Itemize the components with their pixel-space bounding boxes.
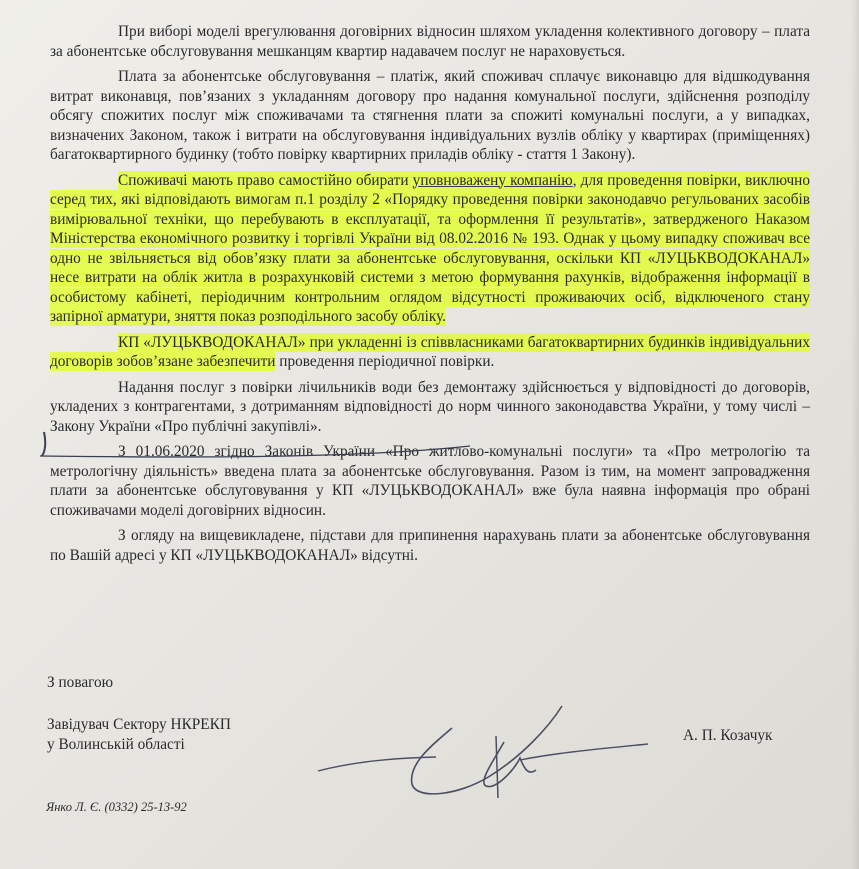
paragraph-conclusion: З огляду на вищевикладене, підстави для припинення нарахувань плати за абонентське обслуговування по Вашій адресі у КП «ЛУЦЬКВОДОКАНАЛ» відсутні. xyxy=(50,527,810,564)
highlighted-text: , для проведення повірки, виключно серед тих, які відповідають вимогам п.1 розділу 2 «Порядку проведення повірки законодавчо регульованих засобів вимірювальної техніки, що перебувають в експлуатації, та оформлення її результатів», затвердженого Наказом Міністерства економічного розвитку і торгівлі України від 08.02.2016 № 193. Однак у цьому випадку споживач все одно не звільняється від обов’язку плати за абонентське обслуговування, оскільки КП «ЛУЦЬКВОДОКАНАЛ» несе витрати на облік житла в розрахунковій системи з метою формування рахунків, відображення інформації в особистому кабінеті, періодичним контрольним оглядом відсутності проживаючих осіб, відключеного стану запірної арматури, зняття показ розподільного засобу обліку. xyxy=(50,171,810,325)
paragraph-fee-introduction: З 01.06.2020 згідно Законів України «Про житлово-комунальні послуги» та «Про метрологію та метрологічну діяльність» введена плата за абонентське обслуговування. Разом із тим, на момент запровадження плати за абонентське обслуговування у КП «ЛУЦЬКВОДОКАНАЛ» вже була наявна інформація про обрані споживачами моделі договірних відносин. xyxy=(50,443,810,519)
signature-pen-stroke xyxy=(318,757,436,771)
paragraph-verification-services: Надання послуг з повірки лічильників води без демонтажу здійснюється у відповідності до договорів, укладених з контрагентами, з дотриманням відповідності до норм чинного законодавства України, у тому числі – Закону України «Про публічні закупівлі». xyxy=(50,378,810,435)
underlined-highlighted-text: уповноважену компанію xyxy=(412,171,573,189)
paragraph-consumer-rights xyxy=(50,171,810,327)
letter-body xyxy=(50,22,810,571)
highlighted-text: КП «ЛУЦЬКВОДОКАНАЛ» при укладенні із співвласниками багатоквартирних будинків індивідуальних договорів зобов’язане забезпечити xyxy=(50,333,810,370)
closing-phrase: З повагою xyxy=(47,674,114,691)
signature-pen-stroke xyxy=(520,744,648,760)
paragraph-obligation xyxy=(50,333,810,372)
plain-text: проведення періодичної повірки. xyxy=(275,353,495,370)
paragraph-collective-contract: При виборі моделі врегулювання договірних відносин шляхом укладення колективного договору – плата за абонентське обслуговування мешканцям квартир надавачем послуг не нараховується. xyxy=(50,23,810,60)
signatory-position-line2: у Волинській області xyxy=(47,736,185,753)
signature-pen-stroke xyxy=(412,706,562,794)
highlighted-text: Споживачі мають право самостійно обирати xyxy=(118,171,413,189)
signature-pen-stroke xyxy=(484,742,536,787)
signatory-position-line1: Завідувач Сектору НКРЕКП xyxy=(47,716,231,733)
page-edge-shadow xyxy=(851,0,859,869)
signatory-position xyxy=(47,715,231,755)
signature-pen-stroke xyxy=(496,736,498,798)
contact-line: Янко Л. Є. (0332) 25-13-92 xyxy=(46,800,187,814)
pen-mark xyxy=(42,432,45,456)
paragraph-fee-definition: Плата за абонентське обслуговування – платіж, який споживач сплачує виконавцю для відшкодування витрат виконавця, пов’язаних з укладанням договору про надання комунальної послуги, здійснення розподілу обсягу спожитих послуг між споживачами та стягнення плати за спожиті комунальні послуги, а у випадках, визначених Законом, також і витрати на обслуговування індивідуальних вузлів обліку у квартирах (приміщеннях) багатоквартирного будинку (тобто повірку квартирних приладів обліку - стаття 1 Закону). xyxy=(50,68,810,163)
signatory-name: А. П. Козачук xyxy=(683,727,773,744)
